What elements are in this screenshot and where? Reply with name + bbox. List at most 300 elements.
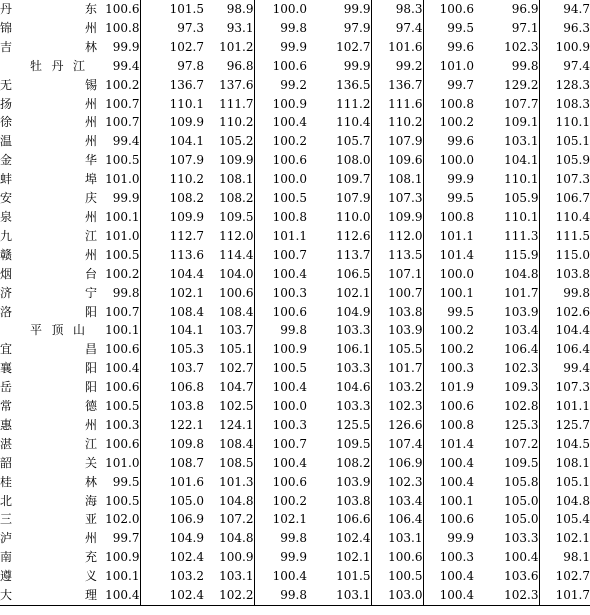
index-value-cell: 100.6 — [254, 151, 307, 170]
index-value-cell: 99.9 — [423, 170, 474, 189]
index-value-cell: 102.1 — [336, 550, 371, 565]
index-value-cell: 100.6 — [423, 0, 474, 19]
index-value-cell: 100.4 — [254, 265, 307, 284]
index-value-cell: 99.4 — [112, 134, 140, 149]
index-value-cell: 100.6 — [105, 342, 140, 357]
index-value-cell: 103.2 — [140, 567, 204, 586]
index-value-cell: 106.9 — [140, 510, 204, 529]
table-row — [0, 76, 590, 95]
city-name-cell: 蚌 埠 — [0, 172, 97, 187]
city-name-cell: 襄 阳 — [0, 361, 97, 376]
index-value-cell: 111.6 — [371, 95, 423, 114]
index-value-cell: 101.7 — [371, 359, 423, 378]
table-row — [0, 113, 590, 132]
index-value-cell: 107.9 — [140, 151, 204, 170]
index-value-cell: 108.0 — [336, 153, 371, 168]
index-value-cell: 99.9 — [343, 2, 371, 16]
table-row — [0, 265, 590, 284]
index-value-cell: 103.8 — [371, 303, 423, 322]
index-value-cell: 102.7 — [140, 38, 204, 57]
index-value-cell: 99.7 — [423, 76, 474, 95]
index-value-cell: 106.5 — [336, 266, 371, 281]
city-name-cell: 泉 州 — [0, 209, 97, 224]
table-row — [0, 19, 590, 38]
index-value-cell: 110.0 — [336, 209, 371, 224]
index-value-cell: 105.0 — [504, 512, 539, 527]
index-value-cell: 102.3 — [504, 39, 539, 54]
index-value-cell: 100.2 — [105, 77, 140, 92]
index-value-cell: 99.8 — [254, 321, 307, 340]
index-value-cell: 109.9 — [219, 153, 254, 168]
index-value-cell: 108.7 — [140, 454, 204, 473]
index-value-cell: 102.3 — [474, 586, 539, 605]
table-row — [0, 435, 590, 454]
index-value-cell: 108.1 — [219, 172, 254, 187]
index-value-cell: 99.8 — [254, 19, 307, 38]
index-value-cell: 110.1 — [140, 95, 204, 114]
city-name-cell: 洛 阳 — [0, 304, 97, 319]
city-name-cell: 赣 州 — [0, 247, 97, 262]
city-name-cell: 湛 江 — [0, 436, 97, 451]
index-value-cell: 99.5 — [423, 189, 474, 208]
index-value-cell: 94.7 — [539, 0, 590, 19]
index-value-cell: 100.4 — [254, 454, 307, 473]
index-value-cell: 110.1 — [539, 113, 590, 132]
index-value-cell: 105.2 — [219, 134, 254, 149]
index-value-cell: 125.5 — [336, 417, 371, 432]
index-value-cell: 105.3 — [140, 340, 204, 359]
index-value-cell: 105.9 — [504, 191, 539, 206]
index-value-cell: 105.1 — [539, 473, 590, 492]
index-value-cell: 100.8 — [254, 208, 307, 227]
index-value-cell: 106.7 — [539, 189, 590, 208]
index-value-cell: 100.2 — [423, 321, 474, 340]
index-value-cell: 112.0 — [371, 227, 423, 246]
index-value-cell: 102.6 — [539, 303, 590, 322]
index-value-cell: 107.3 — [539, 378, 590, 397]
index-value-cell: 103.9 — [371, 321, 423, 340]
index-value-cell: 111.7 — [219, 96, 254, 111]
index-value-cell: 99.9 — [423, 529, 474, 548]
index-value-cell: 99.9 — [343, 58, 371, 73]
city-name-cell: 南 充 — [0, 550, 97, 565]
index-value-cell: 100.4 — [254, 378, 307, 397]
index-value-cell: 96.8 — [226, 58, 254, 73]
city-name-cell: 北 海 — [0, 493, 97, 508]
index-value-cell: 104.4 — [539, 321, 590, 340]
index-value-cell: 109.1 — [504, 115, 539, 130]
index-value-cell: 100.5 — [105, 493, 140, 508]
index-value-cell: 104.7 — [219, 380, 254, 395]
index-value-cell: 100.0 — [254, 0, 307, 19]
index-value-cell: 102.4 — [140, 548, 204, 567]
table-row — [0, 510, 590, 529]
index-value-cell: 108.2 — [140, 189, 204, 208]
index-value-cell: 101.0 — [105, 455, 140, 470]
index-value-cell: 99.9 — [254, 548, 307, 567]
index-value-cell: 102.1 — [539, 529, 590, 548]
index-value-cell: 99.5 — [423, 19, 474, 38]
index-value-cell: 125.7 — [539, 416, 590, 435]
index-value-cell: 100.5 — [105, 153, 140, 168]
table-row — [0, 454, 590, 473]
index-value-cell: 112.0 — [219, 228, 254, 243]
city-name-cell: 桂 林 — [0, 474, 97, 489]
city-name-cell: 惠 州 — [0, 417, 97, 432]
index-value-cell: 99.6 — [423, 132, 474, 151]
index-value-cell: 100.6 — [371, 548, 423, 567]
index-value-cell: 100.5 — [254, 189, 307, 208]
index-value-cell: 104.1 — [504, 153, 539, 168]
index-value-cell: 102.7 — [219, 361, 254, 376]
index-value-cell: 100.6 — [423, 397, 474, 416]
index-value-cell: 106.1 — [336, 342, 371, 357]
index-value-cell: 109.7 — [336, 172, 371, 187]
index-value-cell: 99.8 — [112, 285, 140, 300]
index-value-cell: 110.4 — [539, 208, 590, 227]
index-value-cell: 109.5 — [219, 209, 254, 224]
index-value-cell: 106.6 — [336, 512, 371, 527]
index-value-cell: 100.6 — [254, 57, 307, 76]
index-value-cell: 100.5 — [105, 247, 140, 262]
index-value-cell: 107.7 — [504, 96, 539, 111]
table-row — [0, 38, 590, 57]
index-value-cell: 100.7 — [105, 96, 140, 111]
index-value-cell: 96.9 — [511, 2, 539, 16]
table-row — [0, 586, 590, 605]
index-value-cell: 98.1 — [539, 548, 590, 567]
table-row — [0, 529, 590, 548]
index-value-cell: 108.2 — [219, 191, 254, 206]
index-value-cell: 103.1 — [504, 134, 539, 149]
index-value-cell: 108.4 — [219, 304, 254, 319]
index-value-cell: 100.4 — [423, 567, 474, 586]
city-name-cell: 锦 州 — [0, 20, 97, 35]
table-row — [0, 246, 590, 265]
index-value-cell: 100.1 — [105, 569, 140, 584]
index-value-cell: 100.2 — [254, 132, 307, 151]
index-value-cell: 99.8 — [254, 586, 307, 605]
index-value-cell: 100.9 — [105, 550, 140, 565]
city-name-cell: 三 亚 — [0, 512, 97, 527]
city-name-cell: 大 理 — [0, 586, 97, 605]
index-value-cell: 100.2 — [254, 492, 307, 511]
index-value-cell: 113.6 — [140, 246, 204, 265]
index-value-cell: 110.2 — [371, 113, 423, 132]
index-value-cell: 99.6 — [423, 38, 474, 57]
index-value-cell: 100.5 — [105, 399, 140, 414]
index-value-cell: 101.7 — [539, 586, 590, 605]
index-value-cell: 104.4 — [140, 265, 204, 284]
index-value-cell: 99.9 — [254, 38, 307, 57]
index-value-cell: 103.1 — [307, 586, 371, 605]
table-row — [0, 378, 590, 397]
index-value-cell: 100.4 — [423, 454, 474, 473]
index-value-cell: 100.0 — [254, 170, 307, 189]
city-name-cell: 丹 东 — [0, 2, 97, 16]
table-row — [0, 95, 590, 114]
index-value-cell: 125.3 — [504, 417, 539, 432]
index-value-cell: 107.9 — [371, 132, 423, 151]
index-value-cell: 111.5 — [539, 227, 590, 246]
index-value-cell: 101.0 — [105, 172, 140, 187]
index-value-cell: 100.6 — [105, 2, 140, 16]
index-value-cell: 100.4 — [254, 113, 307, 132]
index-value-cell: 136.5 — [336, 77, 371, 92]
index-value-cell: 107.9 — [336, 191, 371, 206]
index-value-cell: 98.9 — [226, 2, 254, 16]
index-value-cell: 99.5 — [423, 303, 474, 322]
index-value-cell: 103.7 — [140, 359, 204, 378]
index-value-cell: 115.0 — [539, 246, 590, 265]
index-value-cell: 102.3 — [371, 397, 423, 416]
table-row — [0, 57, 590, 76]
index-value-cell: 104.5 — [539, 435, 590, 454]
index-value-cell: 101.6 — [140, 473, 204, 492]
index-value-cell: 113.7 — [336, 247, 371, 262]
index-value-cell: 111.3 — [504, 228, 539, 243]
index-value-cell: 100.6 — [105, 436, 140, 451]
index-value-cell: 105.4 — [539, 510, 590, 529]
index-value-cell: 101.5 — [336, 569, 371, 584]
index-value-cell: 104.8 — [539, 492, 590, 511]
index-value-cell: 99.8 — [539, 284, 590, 303]
city-name-cell: 平顶山 — [30, 323, 85, 338]
index-value-cell: 105.1 — [539, 132, 590, 151]
index-value-cell: 100.4 — [97, 586, 140, 605]
index-value-cell: 103.3 — [336, 399, 371, 414]
index-value-cell: 103.1 — [219, 569, 254, 584]
index-value-cell: 100.1 — [423, 492, 474, 511]
index-value-cell: 100.0 — [254, 397, 307, 416]
table-row — [0, 208, 590, 227]
index-value-cell: 106.4 — [371, 510, 423, 529]
index-value-cell: 104.9 — [140, 529, 204, 548]
index-value-cell: 101.1 — [539, 397, 590, 416]
city-name-cell: 金 华 — [0, 153, 97, 168]
index-value-cell: 100.3 — [423, 548, 474, 567]
index-value-cell: 136.7 — [371, 76, 423, 95]
index-value-cell: 108.1 — [539, 454, 590, 473]
index-value-cell: 102.7 — [539, 567, 590, 586]
index-value-cell: 128.3 — [539, 76, 590, 95]
index-value-cell: 109.9 — [371, 208, 423, 227]
index-value-cell: 99.7 — [112, 531, 140, 546]
city-name-cell: 牡丹江 — [30, 58, 85, 73]
index-value-cell: 107.2 — [219, 512, 254, 527]
index-value-cell: 97.3 — [140, 19, 204, 38]
index-value-cell: 101.4 — [423, 246, 474, 265]
index-value-cell: 102.2 — [204, 586, 254, 605]
index-value-cell: 107.3 — [371, 189, 423, 208]
index-value-cell: 99.2 — [254, 76, 307, 95]
index-value-cell: 100.7 — [254, 246, 307, 265]
index-value-cell: 100.1 — [105, 209, 140, 224]
index-value-cell: 97.8 — [140, 57, 204, 76]
city-name-cell: 吉 林 — [0, 39, 97, 54]
index-value-cell: 100.3 — [254, 416, 307, 435]
index-value-cell: 99.5 — [112, 474, 140, 489]
index-value-cell: 107.1 — [371, 265, 423, 284]
index-value-cell: 100.7 — [254, 435, 307, 454]
table-row — [0, 567, 590, 586]
index-value-cell: 100.9 — [254, 340, 307, 359]
index-value-cell: 101.6 — [371, 38, 423, 57]
index-value-cell: 108.4 — [140, 303, 204, 322]
city-name-cell: 韶 关 — [0, 455, 97, 470]
index-value-cell: 101.0 — [105, 228, 140, 243]
index-value-cell: 104.8 — [219, 493, 254, 508]
index-value-cell: 97.9 — [343, 20, 371, 35]
index-value-cell: 106.4 — [539, 340, 590, 359]
index-value-cell: 103.6 — [504, 569, 539, 584]
index-value-cell: 110.2 — [140, 170, 204, 189]
table-row — [0, 227, 590, 246]
index-value-cell: 103.9 — [336, 474, 371, 489]
city-name-cell: 九 江 — [0, 228, 97, 243]
index-value-cell: 105.5 — [371, 340, 423, 359]
index-value-cell: 112.6 — [336, 228, 371, 243]
index-value-cell: 99.8 — [254, 529, 307, 548]
table-row — [0, 189, 590, 208]
index-value-cell: 96.3 — [539, 19, 590, 38]
index-value-cell: 106.4 — [504, 342, 539, 357]
index-value-cell: 110.2 — [219, 115, 254, 130]
index-value-cell: 100.9 — [539, 38, 590, 57]
index-value-cell: 102.5 — [219, 399, 254, 414]
table-row — [0, 340, 590, 359]
city-name-cell: 宜 昌 — [0, 342, 97, 357]
index-value-cell: 107.4 — [371, 435, 423, 454]
table-row — [0, 359, 590, 378]
index-value-cell: 115.9 — [504, 247, 539, 262]
index-value-cell: 103.8 — [539, 265, 590, 284]
index-value-cell: 100.6 — [423, 510, 474, 529]
index-value-cell: 101.5 — [140, 0, 204, 19]
index-value-cell: 100.1 — [423, 284, 474, 303]
index-value-cell: 103.7 — [219, 323, 254, 338]
table-row — [0, 397, 590, 416]
index-value-cell: 100.2 — [423, 113, 474, 132]
table-row — [0, 170, 590, 189]
index-value-cell: 105.0 — [140, 492, 204, 511]
index-value-cell: 103.3 — [504, 531, 539, 546]
index-value-cell: 102.0 — [105, 512, 140, 527]
index-value-cell: 110.1 — [504, 209, 539, 224]
index-value-cell: 101.4 — [423, 435, 474, 454]
index-value-cell: 102.3 — [371, 473, 423, 492]
index-value-cell: 126.6 — [371, 416, 423, 435]
index-value-cell: 100.6 — [254, 303, 307, 322]
index-value-cell: 122.1 — [140, 416, 204, 435]
index-value-cell: 124.1 — [219, 417, 254, 432]
index-value-cell: 100.0 — [423, 151, 474, 170]
index-value-cell: 100.5 — [254, 359, 307, 378]
index-value-cell: 114.4 — [219, 247, 254, 262]
index-value-cell: 103.1 — [371, 529, 423, 548]
index-value-cell: 99.4 — [539, 359, 590, 378]
table-row — [0, 284, 590, 303]
index-value-cell: 100.8 — [423, 208, 474, 227]
index-value-cell: 108.2 — [336, 455, 371, 470]
index-value-cell: 107.2 — [504, 436, 539, 451]
table-row — [0, 473, 590, 492]
table-row — [0, 132, 590, 151]
index-value-cell: 97.4 — [539, 57, 590, 76]
index-value-cell: 99.2 — [371, 57, 423, 76]
index-value-cell: 100.6 — [219, 285, 254, 300]
index-value-cell: 100.7 — [105, 115, 140, 130]
index-value-cell: 100.8 — [105, 20, 140, 35]
index-value-cell: 102.1 — [254, 510, 307, 529]
index-value-cell: 104.1 — [140, 321, 204, 340]
index-value-cell: 99.9 — [112, 191, 140, 206]
index-value-cell: 101.1 — [254, 227, 307, 246]
index-value-cell: 103.3 — [336, 323, 371, 338]
index-value-cell: 99.4 — [112, 58, 140, 73]
index-value-cell: 98.3 — [371, 0, 423, 19]
index-value-cell: 103.4 — [371, 492, 423, 511]
index-value-cell: 99.8 — [511, 58, 539, 73]
index-value-cell: 109.9 — [140, 113, 204, 132]
table-row — [0, 548, 590, 567]
table-row — [0, 492, 590, 511]
city-name-cell: 烟 台 — [0, 266, 97, 281]
index-value-cell: 108.5 — [219, 455, 254, 470]
city-name-cell: 徐 州 — [0, 115, 97, 130]
index-value-cell: 111.2 — [336, 96, 371, 111]
index-value-cell: 97.4 — [371, 19, 423, 38]
index-value-cell: 103.0 — [371, 586, 423, 605]
index-value-cell: 136.7 — [140, 76, 204, 95]
index-value-cell: 107.3 — [539, 170, 590, 189]
index-value-cell: 105.9 — [539, 151, 590, 170]
index-value-cell: 100.6 — [105, 380, 140, 395]
index-value-cell: 109.9 — [140, 208, 204, 227]
city-name-cell: 济 宁 — [0, 285, 97, 300]
index-value-cell: 109.6 — [371, 151, 423, 170]
index-value-cell: 100.4 — [423, 586, 474, 605]
index-value-cell: 100.8 — [423, 95, 474, 114]
index-value-cell: 100.3 — [105, 417, 140, 432]
index-value-cell: 101.2 — [219, 39, 254, 54]
city-name-cell: 扬 州 — [0, 96, 97, 111]
index-value-cell: 110.4 — [336, 115, 371, 130]
index-value-cell: 101.3 — [219, 474, 254, 489]
city-name-cell: 常 德 — [0, 399, 97, 414]
index-value-cell: 109.5 — [336, 436, 371, 451]
index-value-cell: 103.4 — [504, 323, 539, 338]
index-value-cell: 108.1 — [371, 170, 423, 189]
index-value-cell: 104.8 — [219, 531, 254, 546]
index-value-cell: 93.1 — [226, 20, 254, 35]
index-value-cell: 109.5 — [504, 455, 539, 470]
index-value-cell: 100.7 — [371, 284, 423, 303]
index-value-cell: 108.4 — [219, 436, 254, 451]
index-value-cell: 102.8 — [504, 399, 539, 414]
index-value-cell: 97.1 — [511, 20, 539, 35]
index-value-cell: 102.1 — [140, 284, 204, 303]
index-value-cell: 106.8 — [140, 378, 204, 397]
index-value-cell: 101.0 — [423, 57, 474, 76]
index-value-cell: 105.8 — [504, 474, 539, 489]
table-row — [0, 151, 590, 170]
table-row — [0, 0, 590, 19]
table-row — [0, 321, 590, 340]
index-value-cell: 102.3 — [504, 361, 539, 376]
index-value-cell: 137.6 — [219, 77, 254, 92]
index-value-cell: 100.2 — [105, 266, 140, 281]
